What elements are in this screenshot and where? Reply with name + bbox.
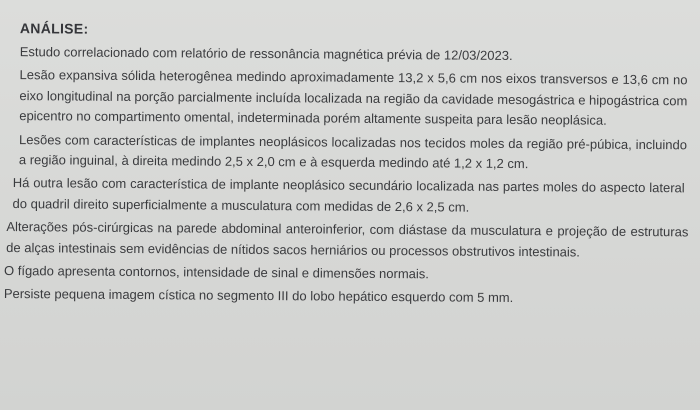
paragraph-correlation: Estudo correlacionado com relatório de ressonância magnética prévia de 12/03/2023. (19, 44, 513, 63)
section-heading: ANÁLISE: (19, 20, 89, 37)
paragraph-postsurgical-changes: Alterações pós-cirúrgicas na parede abdominal anteroinferior, com diástase da musculatura e projeção de estruturas de alças intestinais sem evidências de nítidos sacos herniários ou processos obstrutivos intestinais. (6, 219, 689, 260)
paragraph-liver: O fígado apresenta contornos, intensidade de sinal e dimensões normais. (3, 263, 430, 282)
paragraph-cyst: Persiste pequena imagem cística no segmento III do lobo hepático esquerdo com 5 mm. (3, 286, 514, 306)
report-section (4, 20, 692, 313)
paragraph-expansive-lesion: Lesão expansiva sólida heterogênea medindo aproximadamente 13,2 x 5,6 cm nos eixos transversos e 13,6 cm no eixo longitudinal na porção parcialmente incluída localizada na região da cavidade mesogástrica e hipogástrica com epicentro no compartimento omental, indeterminada porém altamente suspeita para lesão neoplásica. (19, 67, 688, 128)
paragraph-prepubic-implants: Lesões com características de implantes neoplásicos localizadas nos tecidos moles da região pré-púbica, incluindo a região inguinal, à direita medindo 2,5 x 2,0 cm e à esquerda medindo até 1,2 x 1,2 cm. (18, 131, 688, 172)
paragraph-hip-implant: Há outra lesão com característica de implante neoplásico secundário localizada nas partes moles do aspecto lateral do quadril direito superficialmente a musculatura com medidas de 2,6 x 2,5 cm. (12, 175, 685, 215)
